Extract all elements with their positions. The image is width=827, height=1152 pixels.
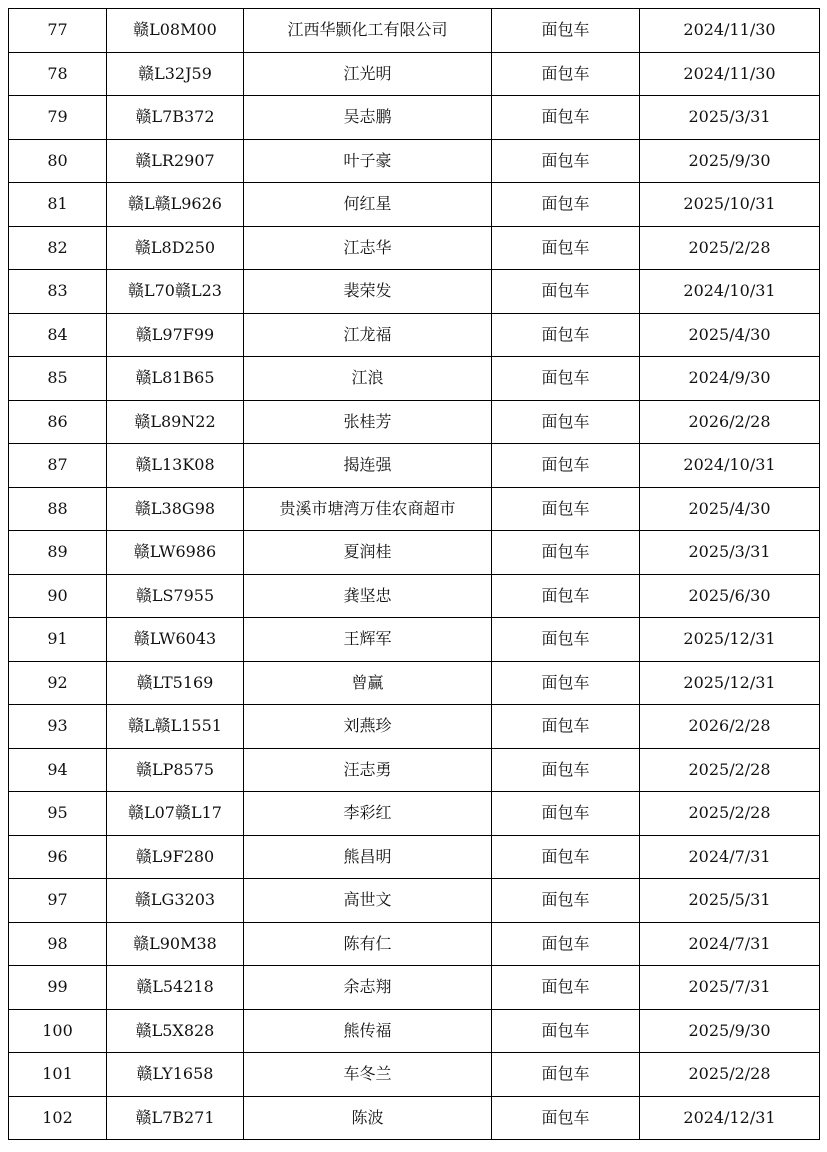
expiry-date-cell: 2024/10/31 <box>640 444 820 488</box>
row-number-cell: 84 <box>9 313 107 357</box>
plate-number-cell: 赣L89N22 <box>107 400 244 444</box>
table-row <box>9 226 820 270</box>
owner-name-cell: 汪志勇 <box>244 748 492 792</box>
table-row <box>9 1053 820 1097</box>
expiry-date-cell: 2025/4/30 <box>640 487 820 531</box>
table-row <box>9 705 820 749</box>
table-row <box>9 618 820 662</box>
table-row <box>9 879 820 923</box>
owner-name-cell: 江浪 <box>244 357 492 401</box>
expiry-date-cell: 2025/2/28 <box>640 226 820 270</box>
owner-name-cell: 何红星 <box>244 183 492 227</box>
owner-name-cell: 熊昌明 <box>244 835 492 879</box>
table-row <box>9 183 820 227</box>
vehicle-type-cell: 面包车 <box>492 96 640 140</box>
row-number-cell: 85 <box>9 357 107 401</box>
expiry-date-cell: 2024/12/31 <box>640 1096 820 1140</box>
vehicle-type-cell: 面包车 <box>492 313 640 357</box>
vehicle-type-cell: 面包车 <box>492 183 640 227</box>
vehicle-type-cell: 面包车 <box>492 574 640 618</box>
owner-name-cell: 江光明 <box>244 52 492 96</box>
row-number-cell: 95 <box>9 792 107 836</box>
expiry-date-cell: 2024/10/31 <box>640 270 820 314</box>
plate-number-cell: 赣LP8575 <box>107 748 244 792</box>
row-number-cell: 79 <box>9 96 107 140</box>
row-number-cell: 102 <box>9 1096 107 1140</box>
plate-number-cell: 赣LW6043 <box>107 618 244 662</box>
owner-name-cell: 叶子豪 <box>244 139 492 183</box>
table-row <box>9 270 820 314</box>
plate-number-cell: 赣L赣L9626 <box>107 183 244 227</box>
row-number-cell: 86 <box>9 400 107 444</box>
owner-name-cell: 张桂芳 <box>244 400 492 444</box>
vehicle-type-cell: 面包车 <box>492 748 640 792</box>
expiry-date-cell: 2025/12/31 <box>640 618 820 662</box>
owner-name-cell: 王辉军 <box>244 618 492 662</box>
vehicle-type-cell: 面包车 <box>492 270 640 314</box>
owner-name-cell: 吴志鹏 <box>244 96 492 140</box>
row-number-cell: 81 <box>9 183 107 227</box>
owner-name-cell: 江西华颢化工有限公司 <box>244 9 492 53</box>
row-number-cell: 87 <box>9 444 107 488</box>
table-row <box>9 966 820 1010</box>
plate-number-cell: 赣L97F99 <box>107 313 244 357</box>
plate-number-cell: 赣L13K08 <box>107 444 244 488</box>
vehicle-table <box>8 8 820 1140</box>
table-row <box>9 96 820 140</box>
plate-number-cell: 赣L7B372 <box>107 96 244 140</box>
row-number-cell: 91 <box>9 618 107 662</box>
table-row <box>9 52 820 96</box>
plate-number-cell: 赣L90M38 <box>107 922 244 966</box>
plate-number-cell: 赣LW6986 <box>107 531 244 575</box>
owner-name-cell: 陈有仁 <box>244 922 492 966</box>
expiry-date-cell: 2025/10/31 <box>640 183 820 227</box>
expiry-date-cell: 2024/7/31 <box>640 922 820 966</box>
vehicle-type-cell: 面包车 <box>492 879 640 923</box>
plate-number-cell: 赣L7B271 <box>107 1096 244 1140</box>
vehicle-type-cell: 面包车 <box>492 618 640 662</box>
plate-number-cell: 赣L9F280 <box>107 835 244 879</box>
vehicle-type-cell: 面包车 <box>492 400 640 444</box>
expiry-date-cell: 2025/3/31 <box>640 531 820 575</box>
vehicle-type-cell: 面包车 <box>492 357 640 401</box>
expiry-date-cell: 2024/11/30 <box>640 52 820 96</box>
owner-name-cell: 熊传福 <box>244 1009 492 1053</box>
owner-name-cell: 夏润桂 <box>244 531 492 575</box>
plate-number-cell: 赣L38G98 <box>107 487 244 531</box>
plate-number-cell: 赣L8D250 <box>107 226 244 270</box>
plate-number-cell: 赣LR2907 <box>107 139 244 183</box>
table-row <box>9 9 820 53</box>
vehicle-type-cell: 面包车 <box>492 139 640 183</box>
plate-number-cell: 赣L32J59 <box>107 52 244 96</box>
vehicle-type-cell: 面包车 <box>492 531 640 575</box>
plate-number-cell: 赣L08M00 <box>107 9 244 53</box>
row-number-cell: 89 <box>9 531 107 575</box>
vehicle-type-cell: 面包车 <box>492 1009 640 1053</box>
table-row <box>9 531 820 575</box>
row-number-cell: 92 <box>9 661 107 705</box>
row-number-cell: 99 <box>9 966 107 1010</box>
vehicle-type-cell: 面包车 <box>492 661 640 705</box>
vehicle-type-cell: 面包车 <box>492 966 640 1010</box>
vehicle-type-cell: 面包车 <box>492 835 640 879</box>
row-number-cell: 77 <box>9 9 107 53</box>
table-row <box>9 792 820 836</box>
owner-name-cell: 龚坚忠 <box>244 574 492 618</box>
owner-name-cell: 陈波 <box>244 1096 492 1140</box>
vehicle-type-cell: 面包车 <box>492 487 640 531</box>
table-row <box>9 922 820 966</box>
row-number-cell: 82 <box>9 226 107 270</box>
plate-number-cell: 赣L54218 <box>107 966 244 1010</box>
expiry-date-cell: 2025/5/31 <box>640 879 820 923</box>
row-number-cell: 93 <box>9 705 107 749</box>
expiry-date-cell: 2025/2/28 <box>640 748 820 792</box>
expiry-date-cell: 2025/7/31 <box>640 966 820 1010</box>
table-row <box>9 444 820 488</box>
expiry-date-cell: 2025/2/28 <box>640 792 820 836</box>
plate-number-cell: 赣LS7955 <box>107 574 244 618</box>
vehicle-type-cell: 面包车 <box>492 1096 640 1140</box>
owner-name-cell: 刘燕珍 <box>244 705 492 749</box>
table-row <box>9 1096 820 1140</box>
row-number-cell: 100 <box>9 1009 107 1053</box>
table-row <box>9 139 820 183</box>
row-number-cell: 88 <box>9 487 107 531</box>
row-number-cell: 94 <box>9 748 107 792</box>
expiry-date-cell: 2026/2/28 <box>640 705 820 749</box>
row-number-cell: 83 <box>9 270 107 314</box>
plate-number-cell: 赣LG3203 <box>107 879 244 923</box>
table-row <box>9 487 820 531</box>
vehicle-type-cell: 面包车 <box>492 792 640 836</box>
expiry-date-cell: 2024/9/30 <box>640 357 820 401</box>
expiry-date-cell: 2025/2/28 <box>640 1053 820 1097</box>
expiry-date-cell: 2026/2/28 <box>640 400 820 444</box>
plate-number-cell: 赣L赣L1551 <box>107 705 244 749</box>
owner-name-cell: 贵溪市塘湾万佳农商超市 <box>244 487 492 531</box>
expiry-date-cell: 2025/12/31 <box>640 661 820 705</box>
vehicle-type-cell: 面包车 <box>492 444 640 488</box>
row-number-cell: 78 <box>9 52 107 96</box>
expiry-date-cell: 2024/7/31 <box>640 835 820 879</box>
expiry-date-cell: 2025/4/30 <box>640 313 820 357</box>
row-number-cell: 101 <box>9 1053 107 1097</box>
plate-number-cell: 赣LY1658 <box>107 1053 244 1097</box>
owner-name-cell: 高世文 <box>244 879 492 923</box>
table-body <box>9 9 820 1140</box>
plate-number-cell: 赣L5X828 <box>107 1009 244 1053</box>
row-number-cell: 97 <box>9 879 107 923</box>
vehicle-type-cell: 面包车 <box>492 1053 640 1097</box>
expiry-date-cell: 2025/6/30 <box>640 574 820 618</box>
owner-name-cell: 揭连强 <box>244 444 492 488</box>
row-number-cell: 98 <box>9 922 107 966</box>
vehicle-type-cell: 面包车 <box>492 922 640 966</box>
table-row <box>9 661 820 705</box>
plate-number-cell: 赣L70赣L23 <box>107 270 244 314</box>
vehicle-type-cell: 面包车 <box>492 226 640 270</box>
row-number-cell: 96 <box>9 835 107 879</box>
owner-name-cell: 余志翔 <box>244 966 492 1010</box>
owner-name-cell: 曾赢 <box>244 661 492 705</box>
table-row <box>9 574 820 618</box>
expiry-date-cell: 2025/3/31 <box>640 96 820 140</box>
expiry-date-cell: 2025/9/30 <box>640 139 820 183</box>
table-row <box>9 835 820 879</box>
plate-number-cell: 赣LT5169 <box>107 661 244 705</box>
expiry-date-cell: 2024/11/30 <box>640 9 820 53</box>
owner-name-cell: 江志华 <box>244 226 492 270</box>
table-row <box>9 357 820 401</box>
vehicle-type-cell: 面包车 <box>492 9 640 53</box>
vehicle-type-cell: 面包车 <box>492 52 640 96</box>
table-row <box>9 748 820 792</box>
plate-number-cell: 赣L81B65 <box>107 357 244 401</box>
table-row <box>9 313 820 357</box>
row-number-cell: 90 <box>9 574 107 618</box>
plate-number-cell: 赣L07赣L17 <box>107 792 244 836</box>
table-row <box>9 1009 820 1053</box>
row-number-cell: 80 <box>9 139 107 183</box>
vehicle-type-cell: 面包车 <box>492 705 640 749</box>
owner-name-cell: 裴荣发 <box>244 270 492 314</box>
expiry-date-cell: 2025/9/30 <box>640 1009 820 1053</box>
owner-name-cell: 李彩红 <box>244 792 492 836</box>
owner-name-cell: 车冬兰 <box>244 1053 492 1097</box>
owner-name-cell: 江龙福 <box>244 313 492 357</box>
table-row <box>9 400 820 444</box>
